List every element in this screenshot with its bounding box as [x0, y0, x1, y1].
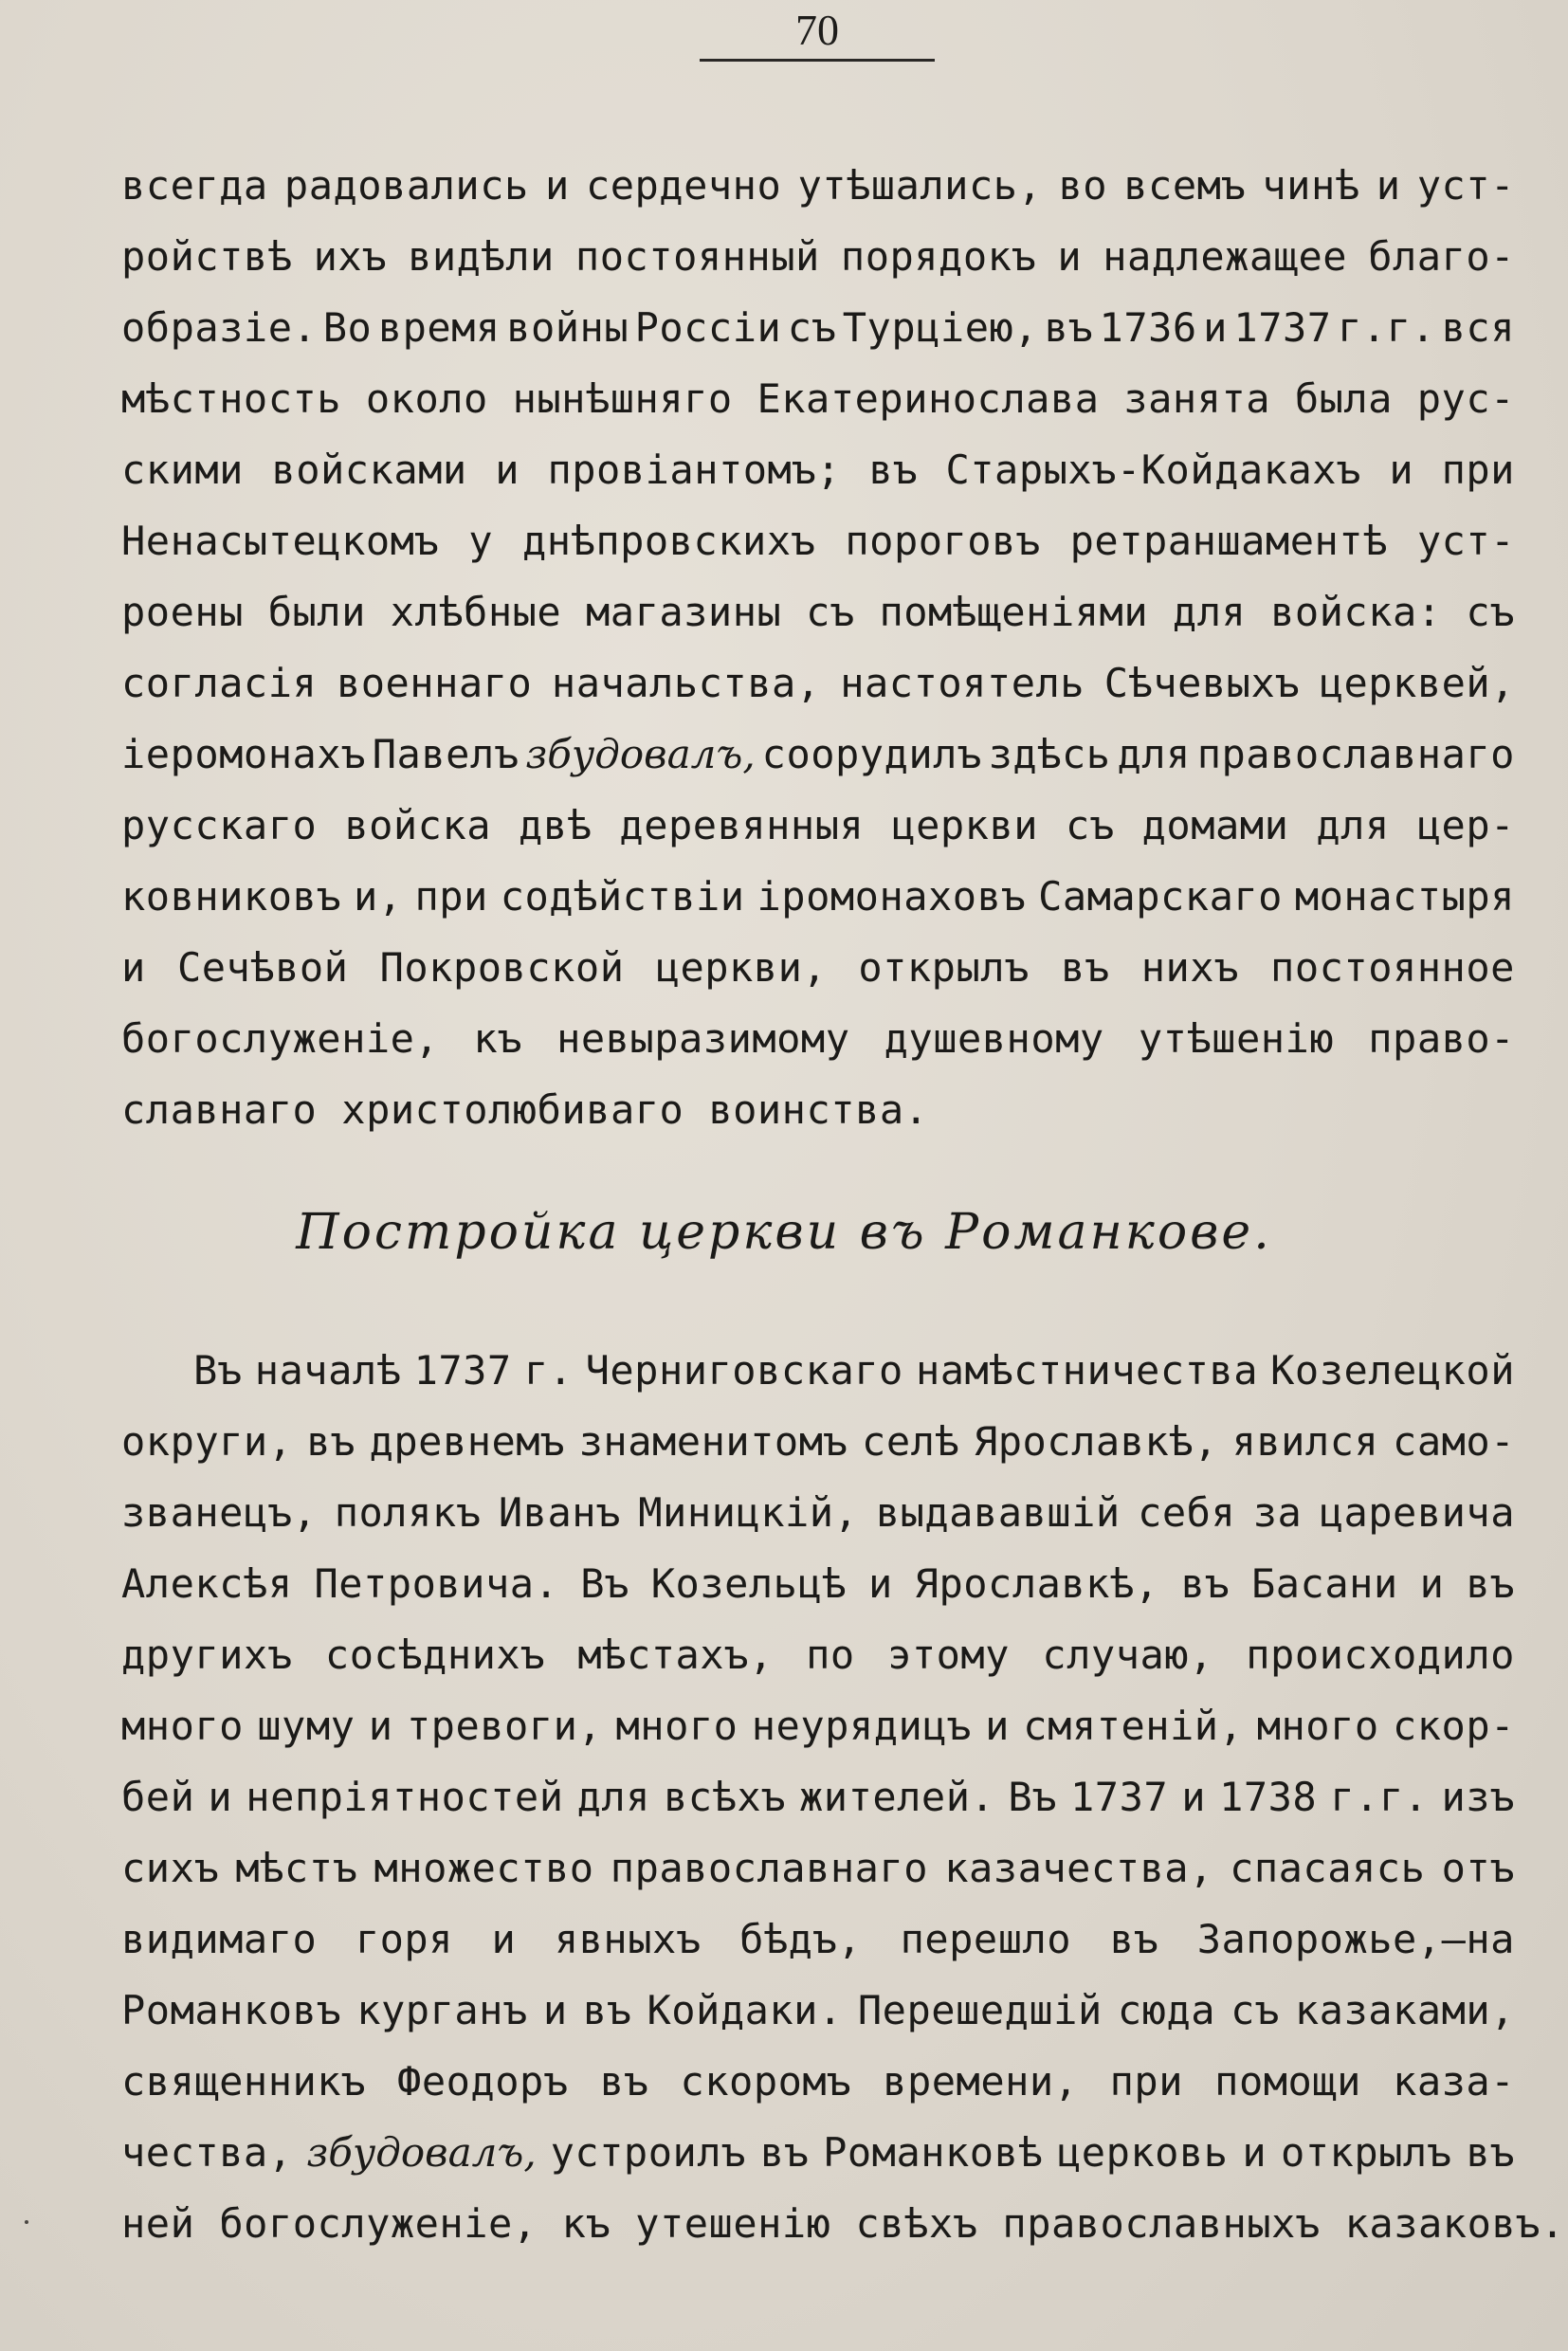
word: случаю,	[1042, 1631, 1213, 1678]
text-line	[121, 790, 1515, 861]
word: ней	[121, 2200, 195, 2247]
word: скоромъ	[680, 2058, 851, 2105]
word: селѣ	[862, 1418, 960, 1465]
word: помощи	[1214, 2058, 1361, 2105]
word: каза-	[1393, 2058, 1515, 2105]
word: церквей,	[1319, 660, 1515, 706]
word: начальства,	[551, 660, 821, 706]
word: казаковъ.	[1344, 2200, 1565, 2247]
word: занята	[1123, 375, 1271, 422]
word: Ярославкѣ,	[973, 1418, 1218, 1465]
word: бей	[121, 1774, 195, 1820]
word: всегда	[121, 162, 268, 209]
word: здѣсь	[988, 731, 1111, 777]
word: іеромонахъ	[121, 731, 366, 777]
page-header	[700, 4, 935, 62]
word: роены	[121, 589, 244, 635]
word: Сѣчевыхъ	[1103, 660, 1301, 706]
word: и	[1057, 233, 1083, 280]
word: за	[1252, 1489, 1303, 1536]
word: Козельцѣ	[650, 1560, 848, 1607]
word: Романковѣ	[823, 2129, 1044, 2176]
paper-speck	[25, 2220, 28, 2224]
word: и	[1181, 1774, 1207, 1820]
word: утѣшались,	[797, 162, 1043, 209]
word: Козелецкой	[1270, 1347, 1515, 1394]
word: и	[491, 1916, 517, 1962]
word: уст-	[1416, 162, 1515, 209]
word: всѣхъ	[664, 1774, 786, 1820]
word: войска	[344, 802, 492, 848]
word: провіантомъ;	[547, 447, 841, 493]
word: войска:	[1270, 589, 1442, 635]
word: была	[1294, 375, 1393, 422]
text-line	[121, 647, 1515, 719]
word: сихъ	[121, 1845, 220, 1891]
text-line	[121, 1477, 1515, 1548]
word: и	[544, 162, 570, 209]
text-line	[121, 861, 1515, 932]
word: Во	[322, 304, 373, 351]
word: деревянныя	[619, 802, 865, 848]
word: настоятель	[840, 660, 1085, 706]
word: само-	[1393, 1418, 1515, 1465]
word: постоянное	[1270, 944, 1515, 991]
word: званецъ,	[121, 1489, 318, 1536]
word: днѣпровскихъ	[521, 518, 816, 564]
word: намѣстничества	[915, 1347, 1258, 1394]
word: множество	[374, 1845, 594, 1891]
word: Басани	[1250, 1560, 1398, 1607]
word: мѣстность	[121, 375, 342, 422]
word: въ	[1466, 2129, 1515, 2176]
word: въ	[1180, 1560, 1231, 1607]
word: съ	[787, 304, 837, 351]
word: для	[1316, 802, 1390, 848]
word: славнаго	[121, 1086, 318, 1133]
word: богослуженіе,	[219, 2200, 538, 2247]
word: при	[1441, 447, 1515, 493]
word: и,	[353, 873, 403, 920]
word: въ	[582, 1987, 632, 2033]
text-line	[121, 221, 1515, 292]
text-line	[121, 292, 1515, 363]
word: пороговъ	[845, 518, 1041, 564]
word: происходило	[1246, 1631, 1515, 1678]
word: цер-	[1416, 802, 1515, 848]
word: были	[267, 589, 366, 635]
word: царевича	[1319, 1489, 1515, 1536]
word: радовались	[283, 162, 529, 209]
word: Ярославкѣ,	[914, 1560, 1159, 1607]
word: утешенію	[635, 2200, 831, 2247]
word: для	[576, 1774, 650, 1820]
word: время	[377, 304, 501, 351]
word: уст-	[1416, 518, 1515, 564]
word: священникъ	[121, 2058, 366, 2105]
word: 1737	[1233, 304, 1332, 351]
word: этому	[887, 1631, 1010, 1678]
word: выдававшій	[875, 1489, 1121, 1536]
word: въ	[1061, 944, 1110, 991]
word: мѣстъ	[235, 1845, 358, 1891]
word: чинѣ	[1262, 162, 1360, 209]
word: открылъ	[1280, 2129, 1452, 2176]
word: въ	[759, 2129, 810, 2176]
word: войсками	[271, 447, 467, 493]
text-line	[121, 1003, 1515, 1074]
word: воинства.	[708, 1086, 929, 1133]
text-line	[121, 434, 1515, 505]
word: Самарскаго	[1038, 873, 1283, 920]
word: г.г.	[1338, 304, 1436, 351]
text-line	[121, 2188, 1565, 2259]
text-line	[121, 1406, 1515, 1477]
word: другихъ	[121, 1631, 293, 1678]
word: Романковъ	[121, 1987, 342, 2033]
word: Въ	[193, 1347, 243, 1394]
word: перешло	[900, 1916, 1072, 1962]
word: скими	[121, 447, 244, 493]
word: порядокъ	[840, 233, 1037, 280]
paragraph-2	[121, 1335, 1565, 2259]
word: неурядицъ	[751, 1703, 972, 1749]
word: по	[806, 1631, 855, 1678]
word: нихъ	[1140, 944, 1239, 991]
word: себя	[1138, 1489, 1236, 1536]
word: и	[368, 1703, 393, 1749]
word: въ	[1044, 304, 1094, 351]
text-line	[121, 1975, 1515, 2046]
word: Старыхъ-Койдакахъ	[945, 447, 1361, 493]
word: Запорожье,—на	[1196, 1916, 1515, 1962]
word: Покровской	[379, 944, 625, 991]
word: и	[542, 1987, 568, 2033]
text-line	[121, 2046, 1515, 2117]
word: и	[985, 1703, 1010, 1749]
word: Въ	[1008, 1774, 1057, 1820]
word: для	[1172, 589, 1247, 635]
text-line	[121, 576, 1515, 647]
word: Алексѣя	[121, 1560, 293, 1607]
word: двѣ	[519, 802, 593, 848]
word: горя	[355, 1916, 453, 1962]
text-line	[121, 150, 1515, 221]
word: збудовалъ,	[306, 2129, 537, 2176]
word: устроилъ	[550, 2129, 746, 2176]
word: явныхъ	[554, 1916, 702, 1962]
word: Сечѣвой	[176, 944, 349, 991]
word: тревоги,	[406, 1703, 603, 1749]
word: открылъ	[858, 944, 1030, 991]
word: съ	[806, 589, 855, 635]
word: Койдаки.	[647, 1987, 843, 2033]
word: въ	[306, 1418, 356, 1465]
word: право-	[1368, 1015, 1515, 1062]
word: соорудилъ	[761, 731, 982, 777]
word: изъ	[1441, 1774, 1515, 1820]
word: при	[414, 873, 488, 920]
text-line	[121, 1832, 1515, 1904]
word: душевному	[884, 1015, 1104, 1062]
word: всемъ	[1123, 162, 1247, 209]
word: церкви	[891, 802, 1039, 848]
word: и	[1242, 2129, 1267, 2176]
word: отъ	[1441, 1845, 1515, 1891]
word: непріятностей	[246, 1774, 564, 1820]
word: въ	[868, 447, 918, 493]
page-number: 70	[795, 6, 839, 54]
word: и	[867, 1560, 893, 1607]
header-rule	[700, 59, 935, 62]
word: бѣдъ,	[739, 1916, 863, 1962]
word: съ	[1466, 589, 1515, 635]
word: Петровича.	[314, 1560, 559, 1607]
word: хлѣбные	[390, 589, 562, 635]
text-line	[121, 719, 1515, 790]
word: ковниковъ	[121, 873, 342, 920]
word: спасаясь	[1230, 1845, 1426, 1891]
word: г.	[523, 1347, 574, 1394]
word: содѣйствіи	[500, 873, 745, 920]
word: сосѣднихъ	[324, 1631, 545, 1678]
word: невыразимому	[556, 1015, 850, 1062]
word: христолюбиваго	[341, 1086, 684, 1133]
word: рус-	[1416, 375, 1515, 422]
word: 1737	[1070, 1774, 1169, 1820]
word: благо-	[1368, 233, 1515, 280]
word: чества,	[121, 2129, 293, 2176]
word: Феодоръ	[397, 2058, 569, 2105]
word: Екатеринослава	[757, 375, 1100, 422]
word: ихъ	[313, 233, 387, 280]
word: утѣшенію	[1138, 1015, 1335, 1062]
word: явился	[1231, 1418, 1379, 1465]
word: Миницкій,	[638, 1489, 859, 1536]
word: смятеній,	[1023, 1703, 1244, 1749]
word: много	[1256, 1703, 1379, 1749]
text-line	[121, 1904, 1515, 1975]
word: монастыря	[1294, 873, 1515, 920]
word: къ	[561, 2200, 611, 2247]
word: Ненасытецкомъ	[121, 518, 440, 564]
word: Перешедшій	[857, 1987, 1103, 2033]
word: съ	[1066, 802, 1115, 848]
text-line	[121, 1074, 1515, 1145]
word: для	[1117, 731, 1191, 777]
word: помѣщеніями	[879, 589, 1149, 635]
word: г.г.	[1330, 1774, 1429, 1820]
word: сюда	[1117, 1987, 1216, 2033]
text-line	[121, 1690, 1515, 1761]
word: Въ	[580, 1560, 629, 1607]
word: казаками,	[1294, 1987, 1515, 2033]
word: во	[1058, 162, 1108, 209]
word: магазины	[586, 589, 782, 635]
word: церковь	[1057, 2129, 1229, 2176]
word: сердечно	[585, 162, 782, 209]
word: Иванъ	[498, 1489, 621, 1536]
word: образіе.	[121, 304, 318, 351]
word: ройствѣ	[121, 233, 293, 280]
word: въ	[599, 2058, 649, 2105]
word: Павелъ	[372, 731, 520, 777]
text-line	[121, 2117, 1515, 2188]
word: и	[121, 944, 146, 991]
word: въ	[1466, 1560, 1515, 1607]
word: и	[208, 1774, 233, 1820]
word: началѣ	[254, 1347, 402, 1394]
word: 1736	[1099, 304, 1197, 351]
word: много	[615, 1703, 738, 1749]
word: нынѣшняго	[512, 375, 733, 422]
paragraph-1	[121, 150, 1515, 1145]
text-line	[121, 1335, 1515, 1406]
word: Черниговскаго	[585, 1347, 903, 1394]
word: много	[121, 1703, 244, 1749]
word: военнаго	[336, 660, 533, 706]
word: православнаго	[1196, 731, 1515, 777]
section-heading: Постройка церкви въ Романкове.	[296, 1204, 1272, 1261]
word: казачества,	[944, 1845, 1213, 1891]
word: у	[468, 518, 493, 564]
word: войны	[506, 304, 629, 351]
word: постоянный	[574, 233, 820, 280]
text-line	[121, 932, 1515, 1003]
text-line	[121, 1548, 1515, 1619]
word: съ	[1231, 1987, 1280, 2033]
word: и	[1376, 162, 1401, 209]
word: ретраншаментѣ	[1069, 518, 1388, 564]
word: при	[1109, 2058, 1183, 2105]
word: скор-	[1392, 1703, 1515, 1749]
word: и	[1419, 1560, 1445, 1607]
word: вся	[1441, 304, 1515, 351]
word: іромонаховъ	[757, 873, 1027, 920]
word: видѣли	[408, 233, 555, 280]
text-line	[121, 1761, 1515, 1832]
word: Россіи	[634, 304, 782, 351]
word: согласія	[121, 660, 318, 706]
word: свѣхъ	[855, 2200, 978, 2247]
word: надлежащее	[1103, 233, 1348, 280]
word: православныхъ	[1002, 2200, 1321, 2247]
text-line	[121, 505, 1515, 576]
word: къ	[473, 1015, 522, 1062]
word: и	[1203, 304, 1228, 351]
word: 1738	[1219, 1774, 1318, 1820]
word: времени,	[883, 2058, 1079, 2105]
word: древнемъ	[369, 1418, 565, 1465]
word: около	[365, 375, 488, 422]
word: знаменитомъ	[578, 1418, 848, 1465]
word: округи,	[121, 1418, 293, 1465]
text-line	[121, 1619, 1515, 1690]
word: церкви,	[655, 944, 828, 991]
word: и	[1389, 447, 1414, 493]
word: и	[495, 447, 520, 493]
word: жителей.	[799, 1774, 995, 1820]
word: курганъ	[356, 1987, 528, 2033]
word: православнаго	[610, 1845, 929, 1891]
word: русскаго	[121, 802, 318, 848]
word: въ	[1109, 1916, 1159, 1962]
word: шуму	[257, 1703, 356, 1749]
word: домами	[1141, 802, 1289, 848]
word: видимаго	[121, 1916, 318, 1962]
word: 1737	[413, 1347, 512, 1394]
text-line	[121, 363, 1515, 434]
word: збудовалъ,	[525, 731, 756, 777]
word: мѣстахъ,	[577, 1631, 774, 1678]
word: Турціею,	[842, 304, 1039, 351]
word: богослуженіе,	[121, 1015, 440, 1062]
word: полякъ	[334, 1489, 482, 1536]
